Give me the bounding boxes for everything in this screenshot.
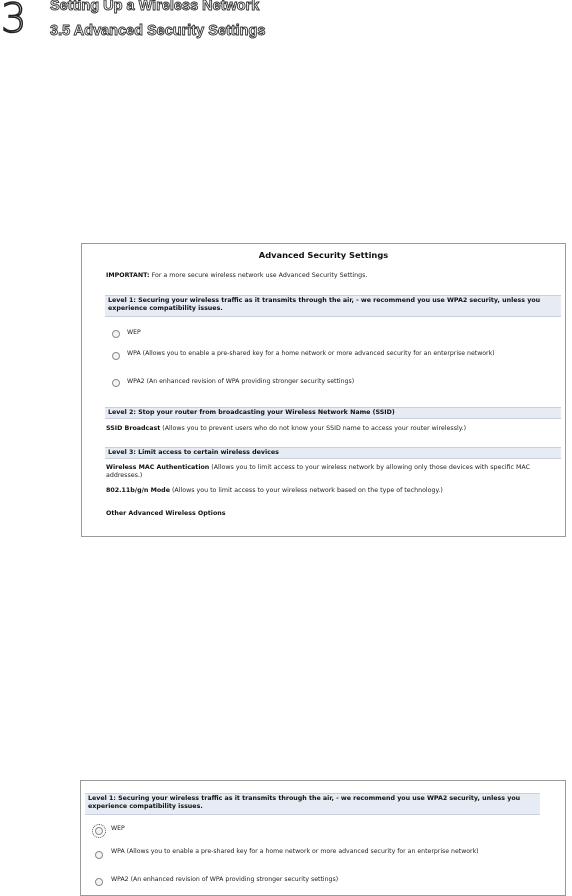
zoom-wpa2-label: WPA2 (An enhanced revision of WPA providing stronger security settings) bbox=[111, 876, 339, 883]
mode-link[interactable]: 802.11b/g/n Mode bbox=[106, 487, 170, 494]
zoom-wpa2-radio[interactable] bbox=[95, 878, 103, 886]
wpa2-radio[interactable] bbox=[112, 379, 120, 387]
level3-heading: Level 3: Limit access to certain wireless devices bbox=[105, 447, 561, 459]
panel-title: Advanced Security Settings bbox=[258, 250, 389, 260]
other-options-row bbox=[106, 510, 226, 518]
zoom-wpa-radio[interactable] bbox=[95, 851, 103, 859]
zoom-level1-heading: Level 1: Securing your wireless traffic as it transmits through the air, - we recommend you use WPA2 security, unless you experience compatibility issues. bbox=[85, 793, 540, 815]
wpa-label: WPA (Allows you to enable a pre-shared key for a home network or more advanced security for an enterprise network) bbox=[127, 350, 495, 357]
advanced-security-panel bbox=[81, 243, 566, 537]
ssid-broadcast-link[interactable]: SSID Broadcast bbox=[106, 425, 161, 432]
zoom-wep-radio[interactable] bbox=[95, 827, 103, 835]
ssid-broadcast-text: (Allows you to prevent users who do not know your SSID name to access your router wirelessly.) bbox=[160, 425, 467, 432]
level2-heading: Level 2: Stop your router from broadcasting your Wireless Network Name (SSID) bbox=[105, 407, 561, 419]
important-note bbox=[106, 272, 367, 280]
mac-auth-text: (Allows you to limit access to your wireless network by allowing only those devices with specific MAC addresses.) bbox=[106, 464, 531, 479]
mode-row bbox=[106, 487, 443, 495]
section-title: 3.5 Advanced Security Settings bbox=[50, 23, 266, 39]
level1-zoom-panel bbox=[80, 780, 566, 896]
wep-label: WEP bbox=[127, 329, 141, 336]
mode-text: (Allows you to limit access to your wireless network based on the type of technology.) bbox=[169, 487, 443, 494]
wpa2-label: WPA2 (An enhanced revision of WPA providing stronger security settings) bbox=[127, 378, 355, 385]
mac-auth-link[interactable]: Wireless MAC Authentication bbox=[106, 464, 210, 471]
wpa-radio[interactable] bbox=[112, 352, 120, 360]
important-text: For a more secure wireless network use Advanced Security Settings. bbox=[149, 272, 368, 279]
wep-radio[interactable] bbox=[112, 330, 120, 338]
mac-auth-row bbox=[106, 464, 546, 480]
chapter-number: 3 bbox=[1, 0, 27, 42]
zoom-wpa-label: WPA (Allows you to enable a pre-shared key for a home network or more advanced security for an enterprise network) bbox=[111, 848, 479, 855]
chapter-title: Setting Up a Wireless Network bbox=[50, 0, 260, 14]
ssid-broadcast-row bbox=[106, 425, 466, 433]
zoom-wep-label: WEP bbox=[111, 825, 125, 832]
important-label: IMPORTANT: bbox=[106, 272, 150, 279]
other-options-link[interactable]: Other Advanced Wireless Options bbox=[106, 510, 226, 517]
level1-heading: Level 1: Securing your wireless traffic as it transmits through the air, - we recommend you use WPA2 security, unless you experience compatibility issues. bbox=[105, 295, 561, 317]
